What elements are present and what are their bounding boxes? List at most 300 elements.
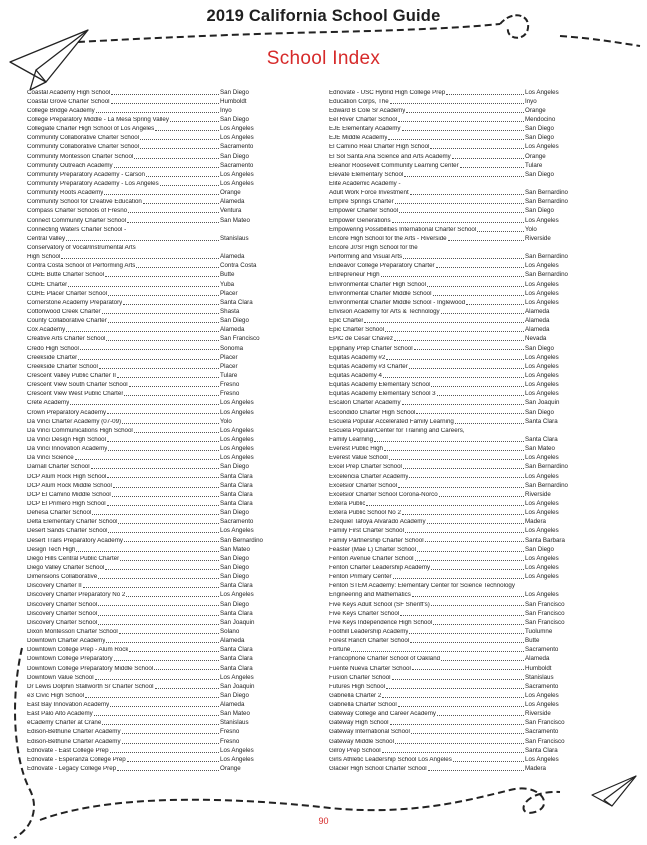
school-name: Gilroy Prep School [329,747,381,754]
index-entry [27,178,284,187]
dot-leader [416,413,524,414]
county-name: San Mateo [220,710,250,718]
index-entry [329,489,589,498]
dot-leader [404,176,524,177]
index-entry [329,197,589,206]
index-entry [329,690,589,699]
school-name: Conservatory of Vocal/Instrumental Arts [27,245,136,252]
dot-leader [108,295,219,296]
county-name: San Diego [220,88,249,96]
dot-leader [431,386,524,387]
index-entry [27,727,284,736]
school-name: Escondido Charter High School [329,409,416,416]
index-entry [329,325,589,334]
index-entry [329,480,589,489]
index-entry [27,635,284,644]
dot-leader [108,450,219,451]
dot-leader [104,194,219,195]
dot-leader [399,212,524,213]
county-name: San Diego [220,317,249,325]
school-name: Creekside Charter [27,354,78,361]
index-entry [27,754,284,763]
dot-leader [385,331,524,332]
dot-leader [390,724,524,725]
dot-leader [143,203,219,204]
school-name: DCP El Camino Middle School [27,491,111,498]
county-name: Santa Clara [525,746,558,754]
dot-leader [122,733,219,734]
dot-leader [122,423,219,424]
index-entry [329,279,589,288]
school-name: Escuela Popular/Center for Training and Careers, [329,427,465,434]
school-name: Fuente Nueva Charter School [329,665,411,672]
dot-leader [110,706,219,707]
dot-leader [383,377,524,378]
dot-leader [374,441,524,442]
index-entry [329,188,589,197]
index-entry [27,672,284,681]
index-entry [27,151,284,160]
county-name: Santa Clara [220,481,253,489]
index-entry [329,553,589,562]
dot-leader [448,240,524,241]
school-name: Escalon Charter Academy [329,400,401,407]
school-name: Da Vinci Science [27,455,74,462]
county-name: San Bernardino [525,253,568,261]
school-name: Gateway College and Career Academy [329,711,436,718]
index-entry [27,169,284,178]
index-entry [329,754,589,763]
index-entry [27,498,284,507]
dot-leader [453,761,524,762]
county-name: Riverside [525,710,551,718]
county-name: Los Angeles [220,673,254,681]
county-name: San Francisco [220,335,260,343]
index-entry [329,535,589,544]
school-name: Connecting Waters Charter School - [27,226,127,233]
county-name: Los Angeles [525,280,559,288]
school-name: Futures High School [329,683,386,690]
index-entry [27,242,284,251]
county-name: San Diego [220,463,249,471]
dot-leader [117,377,219,378]
dot-leader [412,669,524,670]
dot-leader [402,514,524,515]
dot-leader [406,112,524,113]
index-entry [27,206,284,215]
school-name: Crescent View West Public Charter [27,391,124,398]
index-entry [329,316,589,325]
index-entry [329,261,589,270]
dot-leader [409,477,524,478]
county-name: San Francisco [525,719,565,727]
index-entry [27,87,284,96]
index-entry [27,105,284,114]
county-name: Sacramento [220,161,254,169]
index-entry [329,526,589,535]
school-name: Fenton Primary Center [329,574,392,581]
index-entry [329,672,589,681]
county-name: Stanislaus [220,234,249,242]
dot-leader [433,624,524,625]
school-name: East Palo Alto Academy [27,711,93,718]
dot-leader [66,240,219,241]
county-name: Los Angeles [525,88,559,96]
index-entry [27,581,284,590]
county-name: Los Angeles [525,573,559,581]
school-name: Fenton STEM Academy: Elementary Center for Science Technology [329,583,515,590]
index-entry [329,142,589,151]
dot-leader [395,743,524,744]
dot-leader [425,541,524,542]
index-entry [329,581,589,590]
county-name: Los Angeles [220,591,254,599]
index-entry [27,507,284,516]
school-name: Five Keys Charter School [329,610,400,617]
dot-leader [126,596,219,597]
school-name: e3 Civic High School [27,692,85,699]
county-name: Los Angeles [220,527,254,535]
dot-leader [146,176,219,177]
school-name: County Collaborative Charter [27,318,107,325]
dot-leader [83,587,219,588]
county-name: Riverside [525,490,551,498]
school-name: Equitas Academy #2 [329,354,386,361]
index-entry [329,507,589,516]
school-name: Everest Public High [329,446,383,453]
dot-leader [393,578,524,579]
county-name: Yuba [220,280,235,288]
dot-leader [398,121,524,122]
index-entry [329,709,589,718]
index-entry [329,352,589,361]
school-name: Equitas Academy Elementary School [329,382,431,389]
school-name: Central Valley [27,235,66,242]
county-name: Sacramento [525,646,559,654]
index-entry [27,407,284,416]
index-entry [27,736,284,745]
school-name: Diego Hills Central Public Charter [27,555,120,562]
county-name: Orange [220,189,241,197]
county-name: Alameda [220,326,245,334]
school-name: DCP Alum Rock High School [27,473,107,480]
dot-leader [412,596,524,597]
county-name: Los Angeles [525,554,559,562]
page-number: 90 [318,816,329,826]
county-name: Orange [525,106,546,114]
right-edge-dash [560,36,640,46]
index-entry [329,334,589,343]
county-name: Los Angeles [220,426,254,434]
dot-leader [437,395,524,396]
county-name: San Joaquin [220,618,255,626]
county-name: San Bernardino [525,198,568,206]
dot-leader [402,130,524,131]
index-entry [27,608,284,617]
county-name: Santa Clara [220,609,253,617]
dot-leader [439,496,524,497]
index-entry [329,471,589,480]
dot-leader [384,450,524,451]
county-name: Fresno [220,381,240,389]
school-name: Downtown College Preparatory [27,656,113,663]
county-name: Yolo [525,225,537,233]
index-entry [329,517,589,526]
index-entry [27,270,284,279]
dot-leader [410,642,524,643]
school-name: Family First Charter School [329,528,404,535]
county-name: Los Angeles [525,289,559,297]
dot-leader [409,633,524,634]
school-name: Empower Charter School [329,208,399,215]
index-entry [27,462,284,471]
school-name: Community Preparatory Academy - Los Angeles [27,181,159,188]
index-entry [329,398,589,407]
school-name: Envision Academy for Arts & Technology [329,309,440,316]
index-entry [27,544,284,553]
dot-leader [134,158,219,159]
school-name: Downtown Charter Academy [27,638,106,645]
dot-leader [441,313,524,314]
school-name: Ezequiel Tafoya Alvarado Academy [329,519,426,526]
index-entry [329,124,589,133]
dot-leader [452,158,524,159]
index-entry [27,316,284,325]
school-name: Excelencia Charter Academy [329,473,409,480]
school-name: EJE Elementary Academy [329,126,401,133]
index-entry [27,709,284,718]
county-name: Santa Clara [220,664,253,672]
index-entry [27,480,284,489]
county-name: Los Angeles [525,509,559,517]
dot-leader [410,194,524,195]
school-name: Da Vinci Design High School [27,436,106,443]
index-entry [329,663,589,672]
dot-leader [136,267,219,268]
index-entry [329,407,589,416]
index-entry [329,462,589,471]
county-name: Los Angeles [525,362,559,370]
dot-leader [107,413,219,414]
dot-leader [111,103,219,104]
county-name: Sacramento [220,518,254,526]
index-entry [329,178,589,187]
index-entry [27,599,284,608]
dot-leader [140,148,219,149]
index-entry [329,233,589,242]
school-name: Ednovate - East College Prep [27,747,109,754]
school-name: Edward B Cole Sr Academy [329,107,406,114]
dot-leader [117,770,219,771]
index-entry [329,343,589,352]
county-name: San Diego [220,116,249,124]
index-entry [329,745,589,754]
school-name: Da Vinci Charter Academy (07-09) [27,418,122,425]
school-name: Environmental Charter Middle School [329,290,432,297]
dot-leader [160,185,219,186]
county-name: Inyo [220,106,232,114]
school-name: EPIC de Cesar Chavez [329,336,393,343]
dot-leader [351,651,524,652]
index-entry [329,361,589,370]
dot-leader [155,130,219,131]
dot-leader [431,605,524,606]
school-name: Gabriella Charter School [329,702,397,709]
dot-leader [98,615,219,616]
county-name: Los Angeles [220,454,254,462]
county-name: San Bernardino [525,463,568,471]
county-name: San Bernardino [525,189,568,197]
index-entry [329,434,589,443]
county-name: San Bernardino [525,481,568,489]
dot-leader [129,386,219,387]
school-name: Dixon Montessori Charter School [27,628,118,635]
index-entry [27,590,284,599]
school-name: Engineering and Mathematics [329,592,411,599]
school-name: Community Collaborative Charter School [27,144,140,151]
school-name: Adult Work Force Investment [329,190,409,197]
county-name: Los Angeles [525,262,559,270]
county-name: San Diego [525,207,554,215]
dot-leader [92,514,219,515]
school-name: Downtown College Prep - Alum Rock [27,647,129,654]
county-name: Sacramento [525,728,559,736]
school-name: Cox Academy [27,327,66,334]
index-entry [329,571,589,580]
county-name: San Joaquin [525,399,560,407]
index-entry [329,306,589,315]
index-entry [27,562,284,571]
county-name: Los Angeles [220,180,254,188]
dot-leader [433,295,525,296]
county-name: Ventura [220,207,242,215]
county-name: Orange [525,152,546,160]
index-entry [27,526,284,535]
school-name: Family Learning [329,436,374,443]
school-name: Entrepreneur High [329,272,380,279]
index-entry [27,645,284,654]
index-entry [329,242,589,251]
county-name: San Francisco [525,609,565,617]
county-name: San Diego [220,573,249,581]
index-entry [27,663,284,672]
school-name: Encore High School for the Arts - Riverside [329,235,447,242]
county-name: Los Angeles [220,399,254,407]
county-name: Santa Clara [525,417,558,425]
school-name: Environmental Charter High School [329,281,426,288]
county-name: Shasta [220,308,240,316]
school-name: Empowering Possibilities International Charter School [329,226,477,233]
dot-leader [431,569,524,570]
dot-leader [398,706,524,707]
index-entry [27,252,284,261]
school-name: Discovery Charter School [27,601,98,608]
county-name: Santa Barbara [525,536,565,544]
dot-leader [390,103,524,104]
school-name: Empire Springs Charter [329,199,394,206]
dot-leader [80,349,219,350]
index-entry [329,425,589,434]
school-name: Cottonwood Creek Charter [27,309,101,316]
dot-leader [98,624,219,625]
school-name: Encore Jr/Sr High School for the [329,245,418,252]
dot-leader [119,633,219,634]
dot-leader [114,167,219,168]
school-name: Crete Academy [27,400,70,407]
school-name: Elevate Elementary School [329,171,404,178]
index-entry [329,681,589,690]
school-name: Epic Charter [329,318,364,325]
dot-leader [430,148,524,149]
school-name: Girls Athletic Leadership School Los Angeles [329,756,452,763]
index-entry [27,425,284,434]
school-name: Darnall Charter School [27,464,90,471]
index-entry [329,635,589,644]
school-name: Escuela Popular Accelerated Family Learning [329,418,454,425]
index-entry [27,681,284,690]
school-name: Community Outreach Academy [27,162,113,169]
dot-leader [388,139,524,140]
county-name: San Diego [525,408,554,416]
dot-leader [460,167,524,168]
county-name: San Francisco [525,618,565,626]
school-name: College Preparatory Middle - La Mesa Spring Valley [27,117,169,124]
index-entry [329,169,589,178]
county-name: Alameda [525,655,550,663]
county-name: Humboldt [220,97,247,105]
index-entry [27,197,284,206]
school-name: Feaster (Mae L) Charter School [329,546,417,553]
county-name: San Diego [525,125,554,133]
dot-leader [61,258,219,259]
dot-leader [382,697,524,698]
dot-leader [96,112,219,113]
school-name: Forest Ranch Charter School [329,638,410,645]
index-entry [27,699,284,708]
county-name: Solano [220,627,240,635]
dot-leader [392,222,524,223]
index-entry [329,443,589,452]
index-entry [329,297,589,306]
dot-leader [102,313,219,314]
index-entry [27,343,284,352]
index-entry [329,654,589,663]
dot-leader [409,368,524,369]
dot-leader [118,523,219,524]
dot-leader [107,477,219,478]
county-name: Alameda [525,317,550,325]
dot-leader [366,505,524,506]
paper-plane-small-icon [592,776,636,806]
school-name: Community Roots Academy [27,190,104,197]
school-name: Fenton Charter Leadership Academy [329,564,431,571]
index-entry [329,617,589,626]
county-name: San Francisco [525,737,565,745]
county-name: Los Angeles [525,298,559,306]
school-name: Creekside Charter School [27,363,98,370]
dot-leader [427,286,524,287]
dot-leader [110,752,219,753]
index-entry [27,124,284,133]
index-entry [329,96,589,105]
index-entry [27,434,284,443]
dot-leader [392,679,524,680]
dot-leader [128,212,219,213]
dot-leader [105,276,219,277]
school-name: Equitas Academy Elementary School 3 [329,391,436,398]
index-entry [27,352,284,361]
county-name: San Diego [220,152,249,160]
